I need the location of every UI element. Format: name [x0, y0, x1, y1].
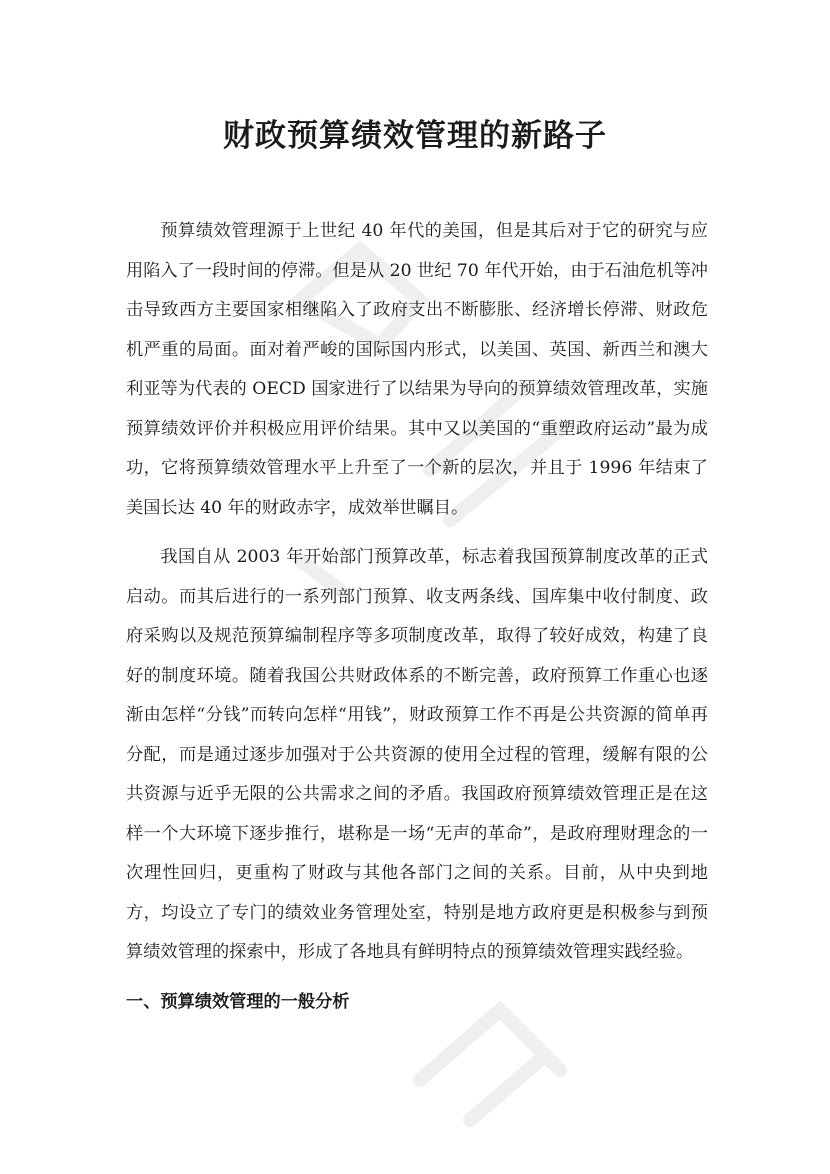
document-title: 财政预算绩效管理的新路子	[223, 118, 607, 154]
paragraph-2: 我国自从 2003 年开始部门预算改革，标志着我国预算制度改革的正式启动。而其后进行的一系列部门预算、收支两条线、国库集中收付制度、政府采购以及规范预算编制程序等多项制度改革，取得了较好成效，构建了良好的制度环境。随着我国公共财政体系的不断完善，政府预算工作重心也逐渐由怎样“分钱”而转向怎样“用钱”，财政预算工作不再是公共资源的简单再分配，而是通过逐步加强对于公共资源的使用全过程的管理，缓解有限的公共资源与近乎无限的公共需求之间的矛盾。我国政府预算绩效管理正是在这样一个大环境下逐步推行，堪称是一场“无声的革命”，是政府理财理念的一次理性回归，更重构了财政与其他各部门之间的关系。目前，从中央到地方，均设立了专门的绩效业务管理处室，特别是地方政府更是积极参与到预算绩效管理的探索中，形成了各地具有鲜明特点的预算绩效管理实践经验。	[126, 547, 708, 962]
section-heading: 一、预算绩效管理的一般分析	[126, 991, 350, 1012]
paragraph-1: 预算绩效管理源于上世纪 40 年代的美国，但是其后对于它的研究与应用陷入了一段时间的停滞。但是从 20 世纪 70 年代开始，由于石油危机等冲击导致西方主要国家相继陷入了政府支出不断膨胀、经济增长停滞、财政危机严重的局面。面对着严峻的国际国内形式，以美国、英国、新西兰和澳大利亚等为代表的 OECD 国家进行了以结果为导向的预算绩效管理改革，实施预算绩效评价并积极应用评价结果。其中又以美国的“重塑政府运动”最为成功，它将预算绩效管理水平上升至了一个新的层次，并且于 1996 年结束了美国长达 40 年的财政赤字，成效举世瞩目。	[126, 221, 708, 518]
document-body	[126, 212, 708, 1022]
